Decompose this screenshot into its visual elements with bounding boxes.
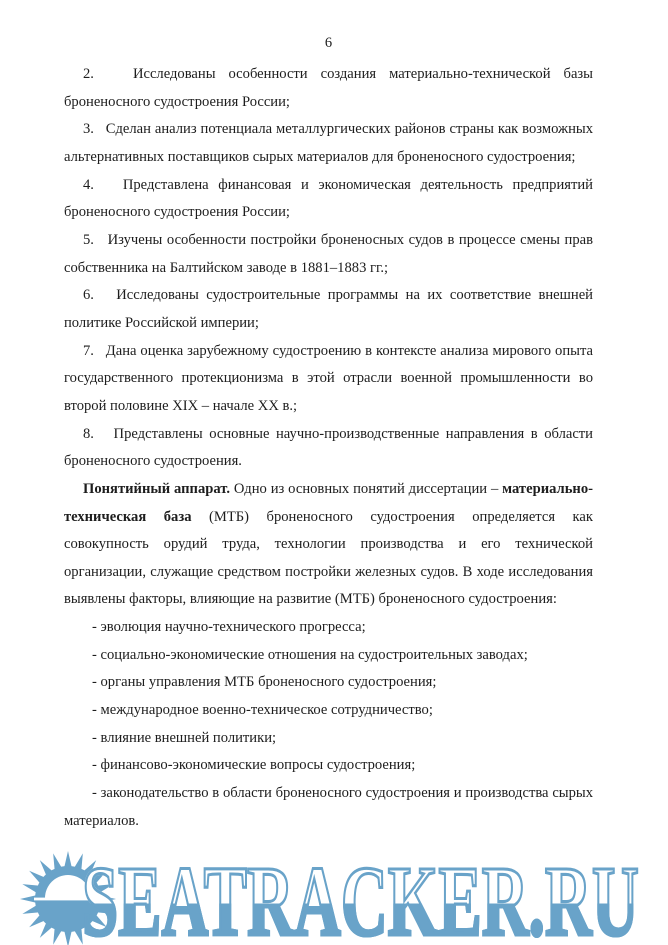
text: 7. Дана оценка зарубежному судостроению в контексте анализа мирового опыта государственного протекционизма в этой отрасли военной промышленности во второй половине XIX – начале XX в.; bbox=[64, 342, 593, 414]
paragraph bbox=[64, 172, 593, 227]
page-number: 6 bbox=[324, 35, 333, 51]
paragraph bbox=[64, 476, 593, 614]
watermark-text: SEATRACKER.RU bbox=[82, 853, 639, 945]
text: - законодательство в области броненосного судостроения и производства сырых материалов. bbox=[64, 785, 593, 829]
paragraph bbox=[64, 116, 593, 171]
list-item bbox=[64, 614, 593, 642]
list-item bbox=[64, 697, 593, 725]
text: 8. Представлены основные научно-производственные направления в области броненосного судостроения. bbox=[64, 425, 593, 470]
text: - социально-экономические отношения на судостроительных заводах; bbox=[92, 646, 528, 663]
list-item bbox=[64, 725, 593, 753]
text: - влияние внешней политики; bbox=[92, 729, 277, 746]
text: - эволюция научно-технического прогресса; bbox=[92, 619, 366, 636]
bold-text: Понятийный аппарат. bbox=[83, 480, 231, 497]
text: - финансово-экономические вопросы судостроения; bbox=[92, 757, 416, 774]
text: 4. Представлена финансовая и экономическая деятельность предприятий броненосного судостроения России; bbox=[64, 176, 593, 221]
document-body bbox=[64, 61, 593, 835]
list-item bbox=[64, 642, 593, 670]
list-item bbox=[64, 780, 593, 835]
text: Одно из основных понятий диссертации – bbox=[230, 480, 503, 497]
bold-text: материально-техническая база bbox=[64, 480, 593, 525]
paragraph bbox=[64, 421, 593, 476]
paragraph bbox=[64, 61, 593, 116]
text: 3. Сделан анализ потенциала металлургических районов страны как возможных альтернативных поставщиков сырых материалов для броненосного судостроения; bbox=[64, 121, 593, 165]
text: - международное военно-техническое сотрудничество; bbox=[92, 702, 433, 719]
text: - органы управления МТБ броненосного судостроения; bbox=[92, 674, 437, 691]
paragraph bbox=[64, 282, 593, 337]
text: (МТБ) броненосного судостроения определяется как совокупность орудий труда, технологии производства и его технической организации, служащие средством постройки железных судов. В ходе исследования выявлены факторы, влияющие на развитие (МТБ) броненосного судостроения: bbox=[64, 508, 593, 608]
list-item bbox=[64, 669, 593, 697]
watermark bbox=[0, 840, 668, 945]
paragraph bbox=[64, 227, 593, 282]
text: 6. Исследованы судостроительные программы на их соответствие внешней политике Российской империи; bbox=[64, 287, 593, 331]
list-item bbox=[64, 752, 593, 780]
text: 2. Исследованы особенности создания материально-технической базы броненосного судостроения России; bbox=[64, 66, 593, 110]
paragraph bbox=[64, 338, 593, 421]
text: 5. Изучены особенности постройки броненосных судов в процессе смены прав собственника на Балтийском заводе в 1881–1883 гг.; bbox=[64, 231, 593, 276]
